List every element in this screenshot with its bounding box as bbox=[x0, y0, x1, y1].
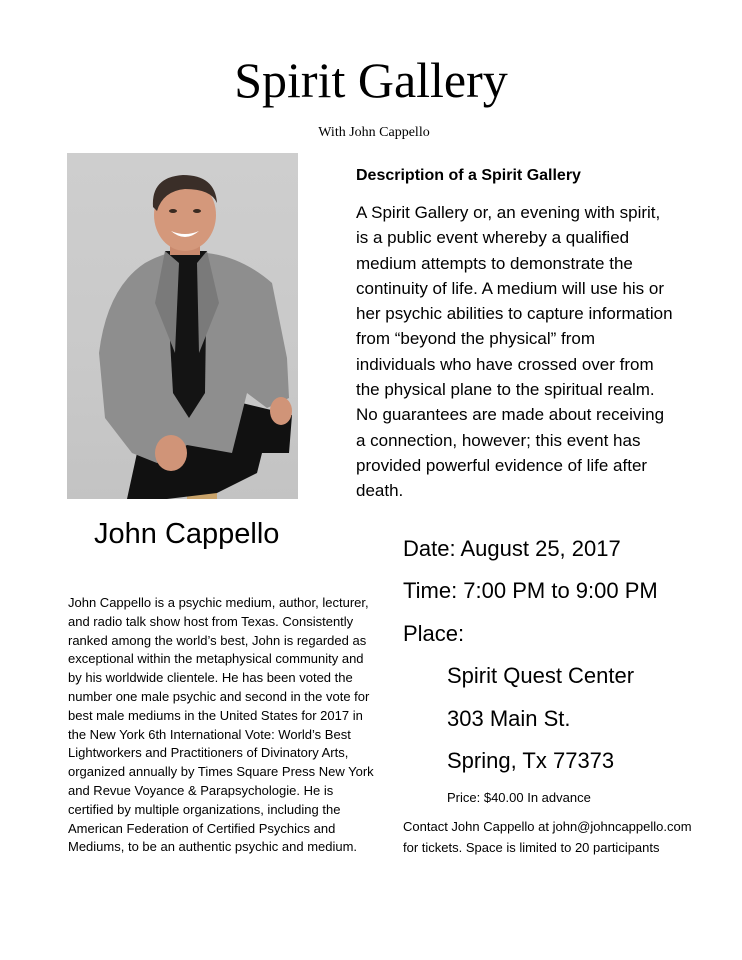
flyer-subtitle: With John Cappello bbox=[318, 125, 430, 140]
event-city: Spring, Tx 77373 bbox=[447, 748, 615, 773]
contact-info: Contact John Cappello at john@johncappello.com for tickets. Space is limited to 20 participants bbox=[403, 819, 692, 855]
hand-right bbox=[270, 397, 292, 425]
event-street: 303 Main St. bbox=[447, 706, 571, 731]
presenter-bio: John Cappello is a psychic medium, author, lecturer, and radio talk show host from Texas. Consistently ranked among the world’s best, John is regarded as exceptional within the metaphysical community and by his worldwide clientele. He has been voted the number one male psychic and second in the vote for best male mediums in the United States for 2017 in the New York 6th International Vote: World’s Best Lightworkers and Practitioners of Divinatory Arts, organized annually by Times Square Press New York and Revue Voyance & Parapsychologie. He is certified by multiple organizations, including the American Federation of Certified Psychics and Mediums, to be an authentic psychic and medium. bbox=[68, 595, 374, 855]
hand-left bbox=[155, 435, 187, 471]
presenter-name: John Cappello bbox=[94, 518, 280, 550]
eye-left bbox=[169, 209, 177, 213]
event-place-label: Place: bbox=[403, 621, 465, 646]
event-venue: Spirit Quest Center bbox=[447, 663, 635, 688]
description-heading: Description of a Spirit Gallery bbox=[356, 167, 581, 184]
flyer-title: Spirit Gallery bbox=[234, 52, 508, 108]
portrait-photo-icon bbox=[67, 153, 298, 499]
event-price: Price: $40.00 In advance bbox=[447, 790, 591, 805]
portrait-photo bbox=[67, 153, 298, 499]
event-time: Time: 7:00 PM to 9:00 PM bbox=[403, 578, 658, 603]
event-date: Date: August 25, 2017 bbox=[403, 536, 621, 561]
eye-right bbox=[193, 209, 201, 213]
description-body: A Spirit Gallery or, an evening with spirit, is a public event whereby a qualified medium attempts to demonstrate the continuity of life. A medium will use his or her psychic abilities to capture information from “beyond the physical” from individuals who have crossed over from the physical plane to the spiritual realm. No guarantees are made about receiving a connection, however; this event has provided powerful evidence of life after death. bbox=[356, 203, 673, 501]
